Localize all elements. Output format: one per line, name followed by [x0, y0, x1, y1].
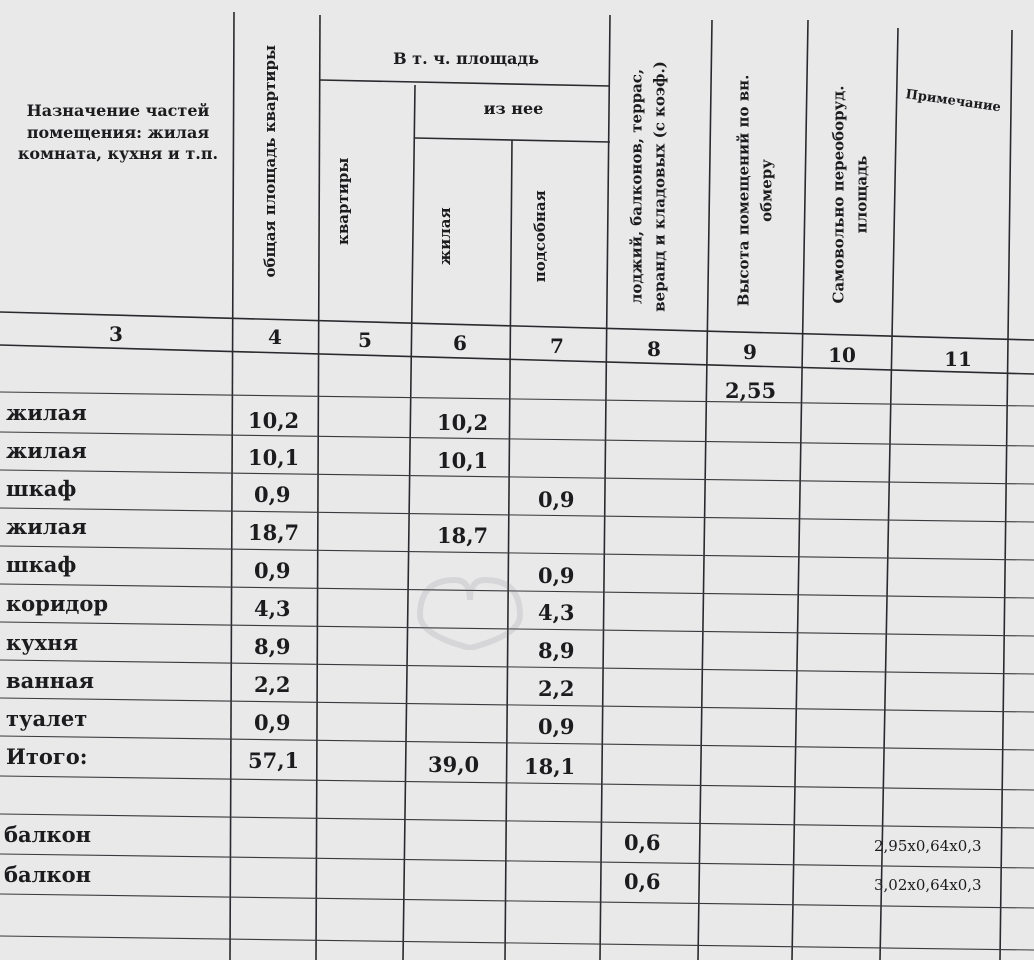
balcony-name: балкон	[4, 862, 91, 887]
row-separator	[0, 508, 1034, 522]
column-number: 7	[550, 334, 564, 358]
room-aux-area: 2,2	[538, 676, 575, 701]
room-aux-area: 0,9	[538, 563, 575, 588]
room-total-area: 0,9	[254, 482, 291, 507]
column-number: 5	[358, 328, 372, 352]
room-total-area: 10,1	[248, 445, 300, 470]
row-separator	[0, 894, 1034, 908]
room-living-area: 10,1	[437, 448, 489, 473]
room-name: туалет	[6, 706, 88, 731]
balcony-area: 0,6	[624, 869, 661, 894]
subgroup-title: из нее	[483, 99, 544, 118]
totals-label: Итого:	[6, 744, 88, 769]
balcony-note: 3,02x0,64x0,3	[874, 876, 982, 894]
room-total-area: 18,7	[248, 520, 300, 545]
row-separator	[0, 854, 1034, 868]
room-total-area: 2,2	[254, 672, 291, 697]
col8-title: лоджий, балконов, террас, веранд и кладовых (с коэф.)	[627, 61, 668, 312]
row-separator	[0, 660, 1034, 674]
room-name: жилая	[6, 438, 87, 463]
room-living-area: 18,7	[437, 523, 489, 548]
room-name: жилая	[6, 514, 87, 539]
col5-title: квартиры	[333, 157, 352, 245]
room-name: шкаф	[6, 552, 77, 577]
room-aux-area: 0,9	[538, 487, 575, 512]
row-separator	[0, 392, 1034, 406]
row-separator	[0, 546, 1034, 560]
balcony-area: 0,6	[624, 830, 661, 855]
room-aux-area: 8,9	[538, 638, 575, 663]
watermark-house-icon	[410, 560, 530, 650]
room-name: шкаф	[6, 476, 77, 501]
totals-living-area: 39,0	[428, 752, 480, 777]
row-separator	[0, 776, 1034, 790]
row-separator	[0, 814, 1034, 828]
room-aux-area: 4,3	[538, 600, 575, 625]
room-total-area: 10,2	[248, 408, 300, 433]
room-total-area: 0,9	[254, 558, 291, 583]
column-number: 10	[828, 343, 856, 367]
col3-title: Назначение частей помещения: жилая комната, кухня и т.п.	[17, 101, 219, 164]
balcony-name: балкон	[4, 822, 91, 847]
row-separator	[0, 936, 1034, 950]
row-separator	[0, 470, 1034, 484]
room-total-area: 4,3	[254, 596, 291, 621]
room-name: кухня	[6, 630, 79, 655]
room-name: коридор	[6, 591, 109, 616]
room-total-area: 0,9	[254, 710, 291, 735]
col6-title: жилая	[435, 207, 454, 266]
column-number: 8	[647, 337, 661, 361]
col9-title: Высота помещений по вн. обмеру	[734, 74, 775, 307]
col11-title: Примечание	[904, 87, 1002, 116]
room-name: жилая	[6, 400, 87, 425]
column-number: 4	[268, 325, 282, 349]
column-number: 9	[743, 340, 757, 364]
group-title: В т. ч. площадь	[393, 49, 539, 68]
column-number: 3	[109, 322, 123, 346]
col10-title: Самовольно переоборуд. площадь	[829, 85, 870, 304]
row-separator	[0, 432, 1034, 446]
room-name: ванная	[6, 668, 95, 693]
room-aux-area: 0,9	[538, 714, 575, 739]
row-separator	[0, 698, 1034, 712]
balcony-note: 2,95x0,64x0,3	[874, 837, 982, 855]
totals-aux-area: 18,1	[524, 754, 576, 779]
room-living-area: 10,2	[437, 410, 489, 435]
col7-title: подсобная	[530, 190, 549, 283]
col4-title: общая площадь квартиры	[260, 44, 279, 278]
column-number: 11	[944, 347, 972, 371]
row-separator	[0, 736, 1034, 750]
room-total-area: 8,9	[254, 634, 291, 659]
height-value: 2,55	[725, 378, 777, 403]
column-number: 6	[453, 331, 467, 355]
totals-total-area: 57,1	[248, 748, 300, 773]
